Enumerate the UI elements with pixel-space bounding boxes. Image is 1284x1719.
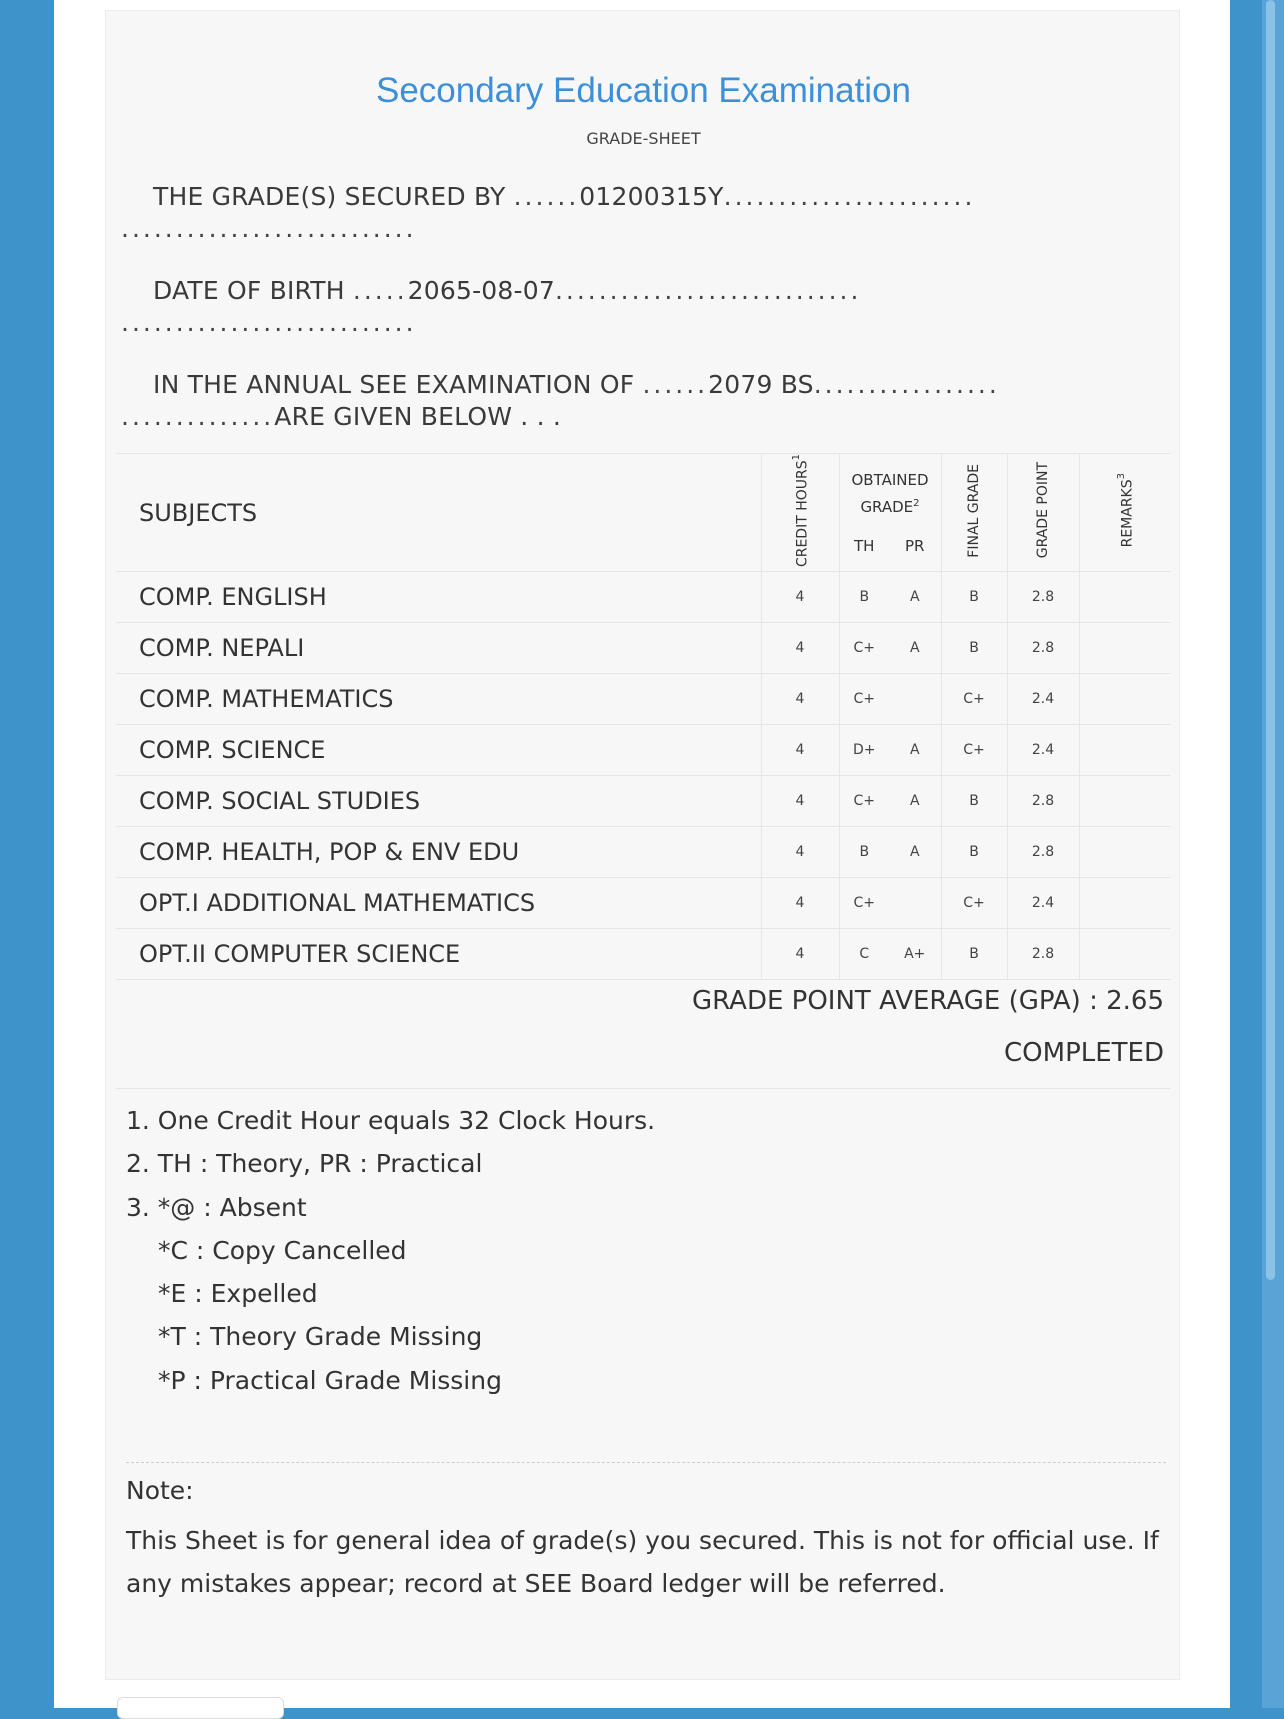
note-label: Note: (126, 1476, 194, 1505)
final-grade-cell: B (941, 623, 1007, 674)
credit-cell: 4 (761, 572, 839, 623)
remarks-cell (1079, 572, 1171, 623)
dashed-divider (126, 1462, 1166, 1463)
grade-point-cell: 2.8 (1007, 623, 1079, 674)
subject-cell: COMP. NEPALI (116, 623, 761, 674)
grades-table (116, 453, 1171, 980)
th-grade-cell: D+ (839, 725, 889, 776)
subject-cell: COMP. HEALTH, POP & ENV EDU (116, 827, 761, 878)
credit-cell: 4 (761, 929, 839, 980)
footnote-item: *T : Theory Grade Missing (158, 1322, 483, 1352)
grade-point-cell: 2.4 (1007, 725, 1079, 776)
remarks-cell (1079, 674, 1171, 725)
th-grade-cell: C (839, 929, 889, 980)
credit-cell: 4 (761, 674, 839, 725)
obtained-grade-header: OBTAINED GRADE$^2$ (839, 454, 941, 526)
table-row (116, 623, 1171, 674)
grade-point-cell: 2.8 (1007, 929, 1079, 980)
final-grade-cell: C+ (941, 674, 1007, 725)
scrollbar-thumb[interactable] (1266, 0, 1275, 1280)
exam-year: 2079 BS (708, 370, 814, 399)
dob-line: DATE OF BIRTH .....2065-08-07............................ ........................... (121, 276, 862, 337)
footnote-item: *P : Practical Grade Missing (158, 1365, 502, 1395)
th-grade-cell: C+ (839, 674, 889, 725)
given-below-text: ARE GIVEN BELOW . . . (274, 402, 562, 431)
table-row (116, 674, 1171, 725)
footnote-item: 1. One Credit Hour equals 32 Clock Hours. (126, 1106, 656, 1135)
final-grade-cell: B (941, 572, 1007, 623)
grade-point-cell: 2.4 (1007, 674, 1079, 725)
dob-value: 2065-08-07 (407, 276, 555, 305)
final-grade-cell: B (941, 776, 1007, 827)
secured-by-label: THE GRADE(S) SECURED BY (153, 182, 506, 211)
pr-grade-cell: A (889, 776, 941, 827)
credit-cell: 4 (761, 623, 839, 674)
final-grade-cell: C+ (941, 878, 1007, 929)
page-title: Secondary Education Examination (375, 71, 912, 110)
gpa-summary: GRADE POINT AVERAGE (GPA) : 2.65 (692, 986, 1164, 1016)
partial-button[interactable] (117, 1697, 284, 1719)
footnote-item: 3. *@ : Absent (126, 1192, 307, 1222)
table-row (116, 929, 1171, 980)
pr-grade-cell (889, 674, 941, 725)
credit-cell: 4 (761, 827, 839, 878)
footnote-item: *E : Expelled (158, 1279, 318, 1309)
pr-grade-cell (889, 878, 941, 929)
th-grade-cell: C+ (839, 776, 889, 827)
pr-grade-cell: A (889, 827, 941, 878)
subject-cell: COMP. ENGLISH (116, 572, 761, 623)
symbol-number: 01200315Y (579, 182, 724, 211)
subject-cell: OPT.I ADDITIONAL MATHEMATICS (116, 878, 761, 929)
grade-point-cell: 2.8 (1007, 827, 1079, 878)
subject-cell: OPT.II COMPUTER SCIENCE (116, 929, 761, 980)
table-row (116, 878, 1171, 929)
divider (116, 1088, 1171, 1089)
grade-point-header: GRADE POINT (1035, 462, 1051, 559)
final-grade-header: FINAL GRADE (966, 463, 982, 558)
credit-hours-header: CREDIT HOURS$^1$ (791, 454, 811, 568)
final-grade-cell: B (941, 929, 1007, 980)
remarks-cell (1079, 776, 1171, 827)
exam-label: IN THE ANNUAL SEE EXAMINATION OF (153, 370, 635, 399)
grade-point-cell: 2.8 (1007, 572, 1079, 623)
credit-cell: 4 (761, 878, 839, 929)
remarks-cell (1079, 623, 1171, 674)
exam-line: IN THE ANNUAL SEE EXAMINATION OF ......2079 BS................. ..............ARE GIVEN BELOW . . . (121, 370, 1000, 431)
grade-sheet (105, 10, 1180, 1680)
th-header: TH (839, 526, 889, 572)
table-row (116, 827, 1171, 878)
pr-grade-cell: A (889, 572, 941, 623)
page-subtitle: GRADE-SHEET (586, 129, 701, 148)
final-grade-cell: C+ (941, 725, 1007, 776)
pr-grade-cell: A+ (889, 929, 941, 980)
dob-label: DATE OF BIRTH (153, 276, 345, 305)
grade-point-cell: 2.4 (1007, 878, 1079, 929)
table-row (116, 776, 1171, 827)
subject-cell: COMP. MATHEMATICS (116, 674, 761, 725)
subjects-header: SUBJECTS (116, 454, 761, 572)
table-row (116, 725, 1171, 776)
subject-cell: COMP. SCIENCE (116, 725, 761, 776)
pr-grade-cell: A (889, 623, 941, 674)
th-grade-cell: B (839, 572, 889, 623)
grade-point-cell: 2.8 (1007, 776, 1079, 827)
pr-grade-cell: A (889, 725, 941, 776)
remarks-cell (1079, 878, 1171, 929)
remarks-header: REMARKS$^3$ (1116, 473, 1137, 548)
final-grade-cell: B (941, 827, 1007, 878)
th-grade-cell: C+ (839, 623, 889, 674)
footnote-item: 2. TH : Theory, PR : Practical (126, 1149, 483, 1179)
note-text: This Sheet is for general idea of grade(s) you secured. This is not for official use. If any mistakes appear; record at SEE Board ledger will be referred. (126, 1526, 1159, 1598)
remarks-cell (1079, 929, 1171, 980)
remarks-cell (1079, 827, 1171, 878)
footnote-item: *C : Copy Cancelled (158, 1235, 407, 1265)
credit-cell: 4 (761, 725, 839, 776)
pr-header: PR (905, 537, 925, 556)
th-grade-cell: B (839, 827, 889, 878)
table-row (116, 572, 1171, 623)
result-status: COMPLETED (1004, 1038, 1164, 1068)
footnotes-list (126, 1099, 655, 1402)
credit-cell: 4 (761, 776, 839, 827)
th-grade-cell: C+ (839, 878, 889, 929)
remarks-cell (1079, 725, 1171, 776)
subject-cell: COMP. SOCIAL STUDIES (116, 776, 761, 827)
secured-by-line: THE GRADE(S) SECURED BY ......01200315Y....................... ........................... (121, 182, 976, 243)
